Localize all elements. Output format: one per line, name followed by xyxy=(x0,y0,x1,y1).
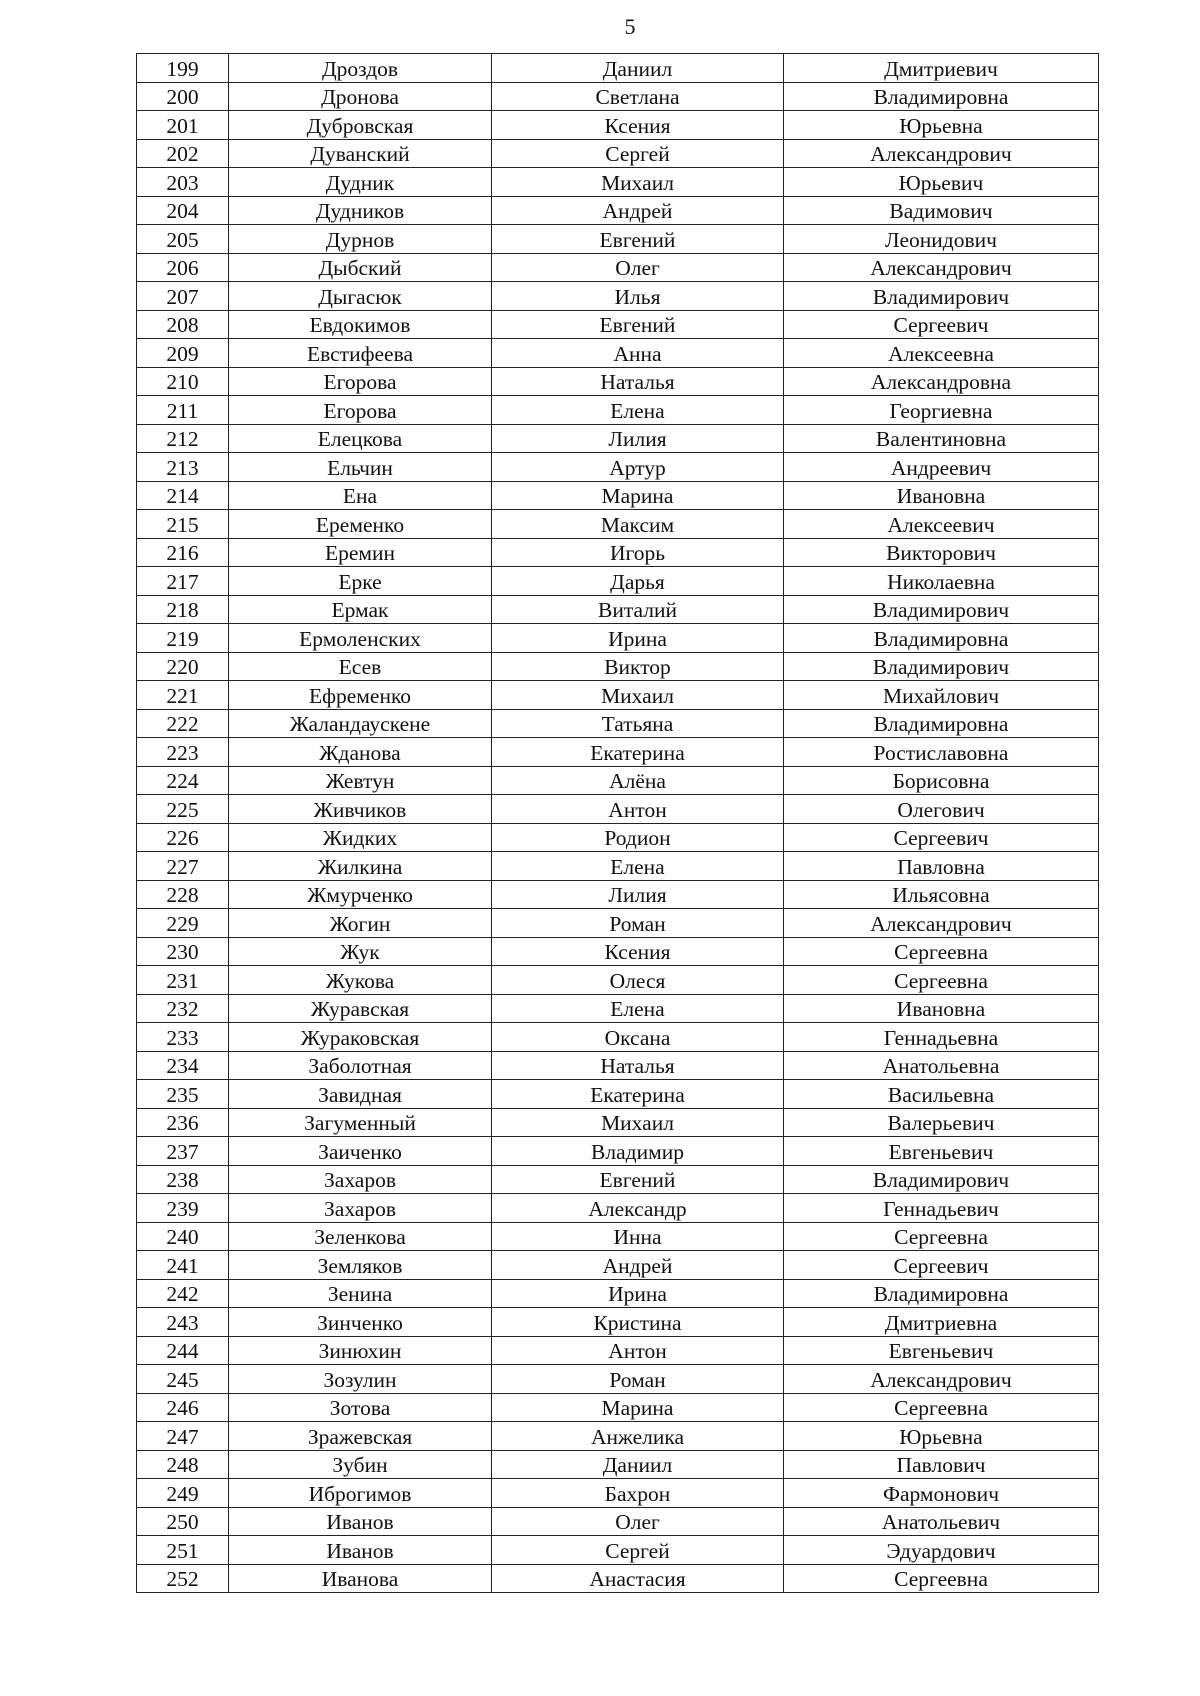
last-name-cell: Дуванский xyxy=(229,139,492,168)
patronymic-cell: Фармонович xyxy=(784,1479,1099,1508)
table-row xyxy=(137,538,1099,567)
table-row xyxy=(137,1308,1099,1337)
last-name-cell: Дубровская xyxy=(229,111,492,140)
first-name-cell: Ирина xyxy=(492,624,784,653)
row-number-cell: 206 xyxy=(137,253,229,282)
row-number-cell: 250 xyxy=(137,1507,229,1536)
first-name-cell: Игорь xyxy=(492,538,784,567)
roster-table xyxy=(136,53,1099,1593)
row-number-cell: 235 xyxy=(137,1080,229,1109)
patronymic-cell: Дмитриевна xyxy=(784,1308,1099,1337)
patronymic-cell: Вадимович xyxy=(784,196,1099,225)
row-number-cell: 234 xyxy=(137,1051,229,1080)
first-name-cell: Марина xyxy=(492,481,784,510)
last-name-cell: Дудник xyxy=(229,168,492,197)
table-row xyxy=(137,1137,1099,1166)
first-name-cell: Антон xyxy=(492,1336,784,1365)
last-name-cell: Заиченко xyxy=(229,1137,492,1166)
patronymic-cell: Георгиевна xyxy=(784,396,1099,425)
patronymic-cell: Юрьевна xyxy=(784,111,1099,140)
first-name-cell: Анастасия xyxy=(492,1564,784,1593)
first-name-cell: Илья xyxy=(492,282,784,311)
table-row xyxy=(137,994,1099,1023)
first-name-cell: Евгений xyxy=(492,225,784,254)
row-number-cell: 239 xyxy=(137,1194,229,1223)
last-name-cell: Ерке xyxy=(229,567,492,596)
table-row xyxy=(137,453,1099,482)
last-name-cell: Журавская xyxy=(229,994,492,1023)
row-number-cell: 199 xyxy=(137,54,229,83)
patronymic-cell: Александровна xyxy=(784,367,1099,396)
first-name-cell: Олеся xyxy=(492,966,784,995)
patronymic-cell: Владимировна xyxy=(784,709,1099,738)
last-name-cell: Зеленкова xyxy=(229,1222,492,1251)
last-name-cell: Зенина xyxy=(229,1279,492,1308)
row-number-cell: 212 xyxy=(137,424,229,453)
table-row xyxy=(137,253,1099,282)
patronymic-cell: Сергеевич xyxy=(784,1251,1099,1280)
last-name-cell: Жукова xyxy=(229,966,492,995)
row-number-cell: 244 xyxy=(137,1336,229,1365)
row-number-cell: 205 xyxy=(137,225,229,254)
last-name-cell: Иванов xyxy=(229,1507,492,1536)
table-row xyxy=(137,795,1099,824)
first-name-cell: Михаил xyxy=(492,1108,784,1137)
last-name-cell: Иванова xyxy=(229,1564,492,1593)
table-row xyxy=(137,1336,1099,1365)
first-name-cell: Виктор xyxy=(492,652,784,681)
first-name-cell: Сергей xyxy=(492,139,784,168)
first-name-cell: Наталья xyxy=(492,1051,784,1080)
last-name-cell: Ефременко xyxy=(229,681,492,710)
first-name-cell: Ксения xyxy=(492,937,784,966)
last-name-cell: Ельчин xyxy=(229,453,492,482)
table-row xyxy=(137,339,1099,368)
table-row xyxy=(137,1051,1099,1080)
table-row xyxy=(137,396,1099,425)
patronymic-cell: Александрович xyxy=(784,253,1099,282)
last-name-cell: Дронова xyxy=(229,82,492,111)
row-number-cell: 214 xyxy=(137,481,229,510)
table-row xyxy=(137,1251,1099,1280)
table-row xyxy=(137,168,1099,197)
row-number-cell: 218 xyxy=(137,595,229,624)
patronymic-cell: Евгеньевич xyxy=(784,1137,1099,1166)
patronymic-cell: Владимирович xyxy=(784,652,1099,681)
first-name-cell: Бахрон xyxy=(492,1479,784,1508)
first-name-cell: Елена xyxy=(492,994,784,1023)
table-row xyxy=(137,139,1099,168)
last-name-cell: Еремин xyxy=(229,538,492,567)
table-row xyxy=(137,282,1099,311)
table-row xyxy=(137,1023,1099,1052)
row-number-cell: 222 xyxy=(137,709,229,738)
table-row xyxy=(137,652,1099,681)
row-number-cell: 221 xyxy=(137,681,229,710)
first-name-cell: Виталий xyxy=(492,595,784,624)
row-number-cell: 238 xyxy=(137,1165,229,1194)
patronymic-cell: Александрович xyxy=(784,909,1099,938)
patronymic-cell: Геннадьевна xyxy=(784,1023,1099,1052)
patronymic-cell: Валентиновна xyxy=(784,424,1099,453)
patronymic-cell: Николаевна xyxy=(784,567,1099,596)
table-row xyxy=(137,1080,1099,1109)
table-row xyxy=(137,481,1099,510)
table-row xyxy=(137,1507,1099,1536)
last-name-cell: Зинченко xyxy=(229,1308,492,1337)
table-row xyxy=(137,624,1099,653)
first-name-cell: Лилия xyxy=(492,424,784,453)
table-row xyxy=(137,1108,1099,1137)
table-row xyxy=(137,424,1099,453)
last-name-cell: Есев xyxy=(229,652,492,681)
first-name-cell: Кристина xyxy=(492,1308,784,1337)
table-row xyxy=(137,1479,1099,1508)
row-number-cell: 213 xyxy=(137,453,229,482)
row-number-cell: 217 xyxy=(137,567,229,596)
first-name-cell: Даниил xyxy=(492,54,784,83)
first-name-cell: Антон xyxy=(492,795,784,824)
table-row xyxy=(137,852,1099,881)
row-number-cell: 220 xyxy=(137,652,229,681)
row-number-cell: 231 xyxy=(137,966,229,995)
row-number-cell: 240 xyxy=(137,1222,229,1251)
row-number-cell: 230 xyxy=(137,937,229,966)
table-row xyxy=(137,567,1099,596)
table-row xyxy=(137,1279,1099,1308)
first-name-cell: Татьяна xyxy=(492,709,784,738)
first-name-cell: Максим xyxy=(492,510,784,539)
table-row xyxy=(137,1422,1099,1451)
first-name-cell: Инна xyxy=(492,1222,784,1251)
patronymic-cell: Павлович xyxy=(784,1450,1099,1479)
last-name-cell: Иброгимов xyxy=(229,1479,492,1508)
patronymic-cell: Павловна xyxy=(784,852,1099,881)
patronymic-cell: Анатольевна xyxy=(784,1051,1099,1080)
first-name-cell: Лилия xyxy=(492,880,784,909)
last-name-cell: Захаров xyxy=(229,1165,492,1194)
row-number-cell: 211 xyxy=(137,396,229,425)
table-row xyxy=(137,823,1099,852)
patronymic-cell: Андреевич xyxy=(784,453,1099,482)
first-name-cell: Роман xyxy=(492,1365,784,1394)
table-row xyxy=(137,196,1099,225)
row-number-cell: 224 xyxy=(137,766,229,795)
row-number-cell: 201 xyxy=(137,111,229,140)
patronymic-cell: Ильясовна xyxy=(784,880,1099,909)
patronymic-cell: Сергеевна xyxy=(784,937,1099,966)
table-row xyxy=(137,966,1099,995)
last-name-cell: Жмурченко xyxy=(229,880,492,909)
patronymic-cell: Юрьевич xyxy=(784,168,1099,197)
first-name-cell: Артур xyxy=(492,453,784,482)
row-number-cell: 209 xyxy=(137,339,229,368)
first-name-cell: Михаил xyxy=(492,681,784,710)
table-row xyxy=(137,111,1099,140)
table-row xyxy=(137,1222,1099,1251)
row-number-cell: 245 xyxy=(137,1365,229,1394)
first-name-cell: Михаил xyxy=(492,168,784,197)
last-name-cell: Жогин xyxy=(229,909,492,938)
last-name-cell: Дыбский xyxy=(229,253,492,282)
first-name-cell: Александр xyxy=(492,1194,784,1223)
first-name-cell: Андрей xyxy=(492,196,784,225)
last-name-cell: Егорова xyxy=(229,396,492,425)
patronymic-cell: Алексеевич xyxy=(784,510,1099,539)
page-number: 5 xyxy=(624,14,636,39)
last-name-cell: Живчиков xyxy=(229,795,492,824)
patronymic-cell: Сергеевна xyxy=(784,1222,1099,1251)
table-row xyxy=(137,1393,1099,1422)
patronymic-cell: Ростиславовна xyxy=(784,738,1099,767)
first-name-cell: Ирина xyxy=(492,1279,784,1308)
row-number-cell: 246 xyxy=(137,1393,229,1422)
row-number-cell: 223 xyxy=(137,738,229,767)
table-row xyxy=(137,1450,1099,1479)
row-number-cell: 233 xyxy=(137,1023,229,1052)
row-number-cell: 243 xyxy=(137,1308,229,1337)
first-name-cell: Даниил xyxy=(492,1450,784,1479)
first-name-cell: Евгений xyxy=(492,310,784,339)
last-name-cell: Егорова xyxy=(229,367,492,396)
last-name-cell: Земляков xyxy=(229,1251,492,1280)
row-number-cell: 228 xyxy=(137,880,229,909)
last-name-cell: Ермак xyxy=(229,595,492,624)
table-row xyxy=(137,310,1099,339)
table-row xyxy=(137,1564,1099,1593)
last-name-cell: Дудников xyxy=(229,196,492,225)
patronymic-cell: Евгеньевич xyxy=(784,1336,1099,1365)
table-row xyxy=(137,1165,1099,1194)
table-row xyxy=(137,54,1099,83)
row-number-cell: 247 xyxy=(137,1422,229,1451)
patronymic-cell: Ивановна xyxy=(784,481,1099,510)
patronymic-cell: Владимировна xyxy=(784,624,1099,653)
row-number-cell: 242 xyxy=(137,1279,229,1308)
last-name-cell: Дурнов xyxy=(229,225,492,254)
first-name-cell: Владимир xyxy=(492,1137,784,1166)
table-row xyxy=(137,1536,1099,1565)
patronymic-cell: Ивановна xyxy=(784,994,1099,1023)
first-name-cell: Екатерина xyxy=(492,1080,784,1109)
patronymic-cell: Михайлович xyxy=(784,681,1099,710)
row-number-cell: 203 xyxy=(137,168,229,197)
first-name-cell: Ксения xyxy=(492,111,784,140)
last-name-cell: Зозулин xyxy=(229,1365,492,1394)
last-name-cell: Жураковская xyxy=(229,1023,492,1052)
row-number-cell: 226 xyxy=(137,823,229,852)
row-number-cell: 219 xyxy=(137,624,229,653)
row-number-cell: 208 xyxy=(137,310,229,339)
table-row xyxy=(137,880,1099,909)
row-number-cell: 227 xyxy=(137,852,229,881)
patronymic-cell: Александрович xyxy=(784,139,1099,168)
patronymic-cell: Сергеевна xyxy=(784,1393,1099,1422)
last-name-cell: Зражевская xyxy=(229,1422,492,1451)
patronymic-cell: Леонидович xyxy=(784,225,1099,254)
row-number-cell: 215 xyxy=(137,510,229,539)
patronymic-cell: Валерьевич xyxy=(784,1108,1099,1137)
last-name-cell: Захаров xyxy=(229,1194,492,1223)
last-name-cell: Жилкина xyxy=(229,852,492,881)
patronymic-cell: Анатольевич xyxy=(784,1507,1099,1536)
table-row xyxy=(137,82,1099,111)
row-number-cell: 232 xyxy=(137,994,229,1023)
patronymic-cell: Сергеевич xyxy=(784,310,1099,339)
patronymic-cell: Александрович xyxy=(784,1365,1099,1394)
first-name-cell: Наталья xyxy=(492,367,784,396)
patronymic-cell: Борисовна xyxy=(784,766,1099,795)
row-number-cell: 207 xyxy=(137,282,229,311)
patronymic-cell: Дмитриевич xyxy=(784,54,1099,83)
row-number-cell: 236 xyxy=(137,1108,229,1137)
first-name-cell: Олег xyxy=(492,1507,784,1536)
table-row xyxy=(137,1194,1099,1223)
row-number-cell: 200 xyxy=(137,82,229,111)
last-name-cell: Еременко xyxy=(229,510,492,539)
patronymic-cell: Юрьевна xyxy=(784,1422,1099,1451)
first-name-cell: Марина xyxy=(492,1393,784,1422)
row-number-cell: 241 xyxy=(137,1251,229,1280)
first-name-cell: Анжелика xyxy=(492,1422,784,1451)
last-name-cell: Ена xyxy=(229,481,492,510)
roster-body xyxy=(137,54,1099,1593)
first-name-cell: Сергей xyxy=(492,1536,784,1565)
last-name-cell: Елецкова xyxy=(229,424,492,453)
row-number-cell: 248 xyxy=(137,1450,229,1479)
patronymic-cell: Владимирович xyxy=(784,282,1099,311)
row-number-cell: 216 xyxy=(137,538,229,567)
table-row xyxy=(137,766,1099,795)
row-number-cell: 229 xyxy=(137,909,229,938)
first-name-cell: Светлана xyxy=(492,82,784,111)
last-name-cell: Ермоленских xyxy=(229,624,492,653)
last-name-cell: Зубин xyxy=(229,1450,492,1479)
row-number-cell: 225 xyxy=(137,795,229,824)
patronymic-cell: Владимировна xyxy=(784,82,1099,111)
patronymic-cell: Сергеевич xyxy=(784,823,1099,852)
patronymic-cell: Олегович xyxy=(784,795,1099,824)
table-row xyxy=(137,510,1099,539)
row-number-cell: 210 xyxy=(137,367,229,396)
table-row xyxy=(137,738,1099,767)
last-name-cell: Зинюхин xyxy=(229,1336,492,1365)
row-number-cell: 249 xyxy=(137,1479,229,1508)
row-number-cell: 252 xyxy=(137,1564,229,1593)
patronymic-cell: Сергеевна xyxy=(784,966,1099,995)
patronymic-cell: Сергеевна xyxy=(784,1564,1099,1593)
first-name-cell: Евгений xyxy=(492,1165,784,1194)
row-number-cell: 202 xyxy=(137,139,229,168)
table-row xyxy=(137,681,1099,710)
last-name-cell: Евстифеева xyxy=(229,339,492,368)
patronymic-cell: Алексеевна xyxy=(784,339,1099,368)
last-name-cell: Дроздов xyxy=(229,54,492,83)
row-number-cell: 237 xyxy=(137,1137,229,1166)
first-name-cell: Екатерина xyxy=(492,738,784,767)
first-name-cell: Дарья xyxy=(492,567,784,596)
patronymic-cell: Владимировна xyxy=(784,1279,1099,1308)
last-name-cell: Жидких xyxy=(229,823,492,852)
last-name-cell: Зотова xyxy=(229,1393,492,1422)
last-name-cell: Жевтун xyxy=(229,766,492,795)
table-row xyxy=(137,1365,1099,1394)
last-name-cell: Завидная xyxy=(229,1080,492,1109)
row-number-cell: 251 xyxy=(137,1536,229,1565)
last-name-cell: Загуменный xyxy=(229,1108,492,1137)
first-name-cell: Елена xyxy=(492,852,784,881)
last-name-cell: Дыгасюк xyxy=(229,282,492,311)
table-row xyxy=(137,367,1099,396)
first-name-cell: Алёна xyxy=(492,766,784,795)
first-name-cell: Анна xyxy=(492,339,784,368)
first-name-cell: Елена xyxy=(492,396,784,425)
table-row xyxy=(137,595,1099,624)
first-name-cell: Олег xyxy=(492,253,784,282)
last-name-cell: Евдокимов xyxy=(229,310,492,339)
table-row xyxy=(137,937,1099,966)
first-name-cell: Родион xyxy=(492,823,784,852)
first-name-cell: Оксана xyxy=(492,1023,784,1052)
patronymic-cell: Эдуардович xyxy=(784,1536,1099,1565)
last-name-cell: Жданова xyxy=(229,738,492,767)
last-name-cell: Жаландаускене xyxy=(229,709,492,738)
patronymic-cell: Геннадьевич xyxy=(784,1194,1099,1223)
table-row xyxy=(137,709,1099,738)
last-name-cell: Иванов xyxy=(229,1536,492,1565)
patronymic-cell: Васильевна xyxy=(784,1080,1099,1109)
table-row xyxy=(137,225,1099,254)
patronymic-cell: Владимирович xyxy=(784,1165,1099,1194)
last-name-cell: Жук xyxy=(229,937,492,966)
row-number-cell: 204 xyxy=(137,196,229,225)
last-name-cell: Заболотная xyxy=(229,1051,492,1080)
patronymic-cell: Владимирович xyxy=(784,595,1099,624)
first-name-cell: Андрей xyxy=(492,1251,784,1280)
table-row xyxy=(137,909,1099,938)
first-name-cell: Роман xyxy=(492,909,784,938)
patronymic-cell: Викторович xyxy=(784,538,1099,567)
